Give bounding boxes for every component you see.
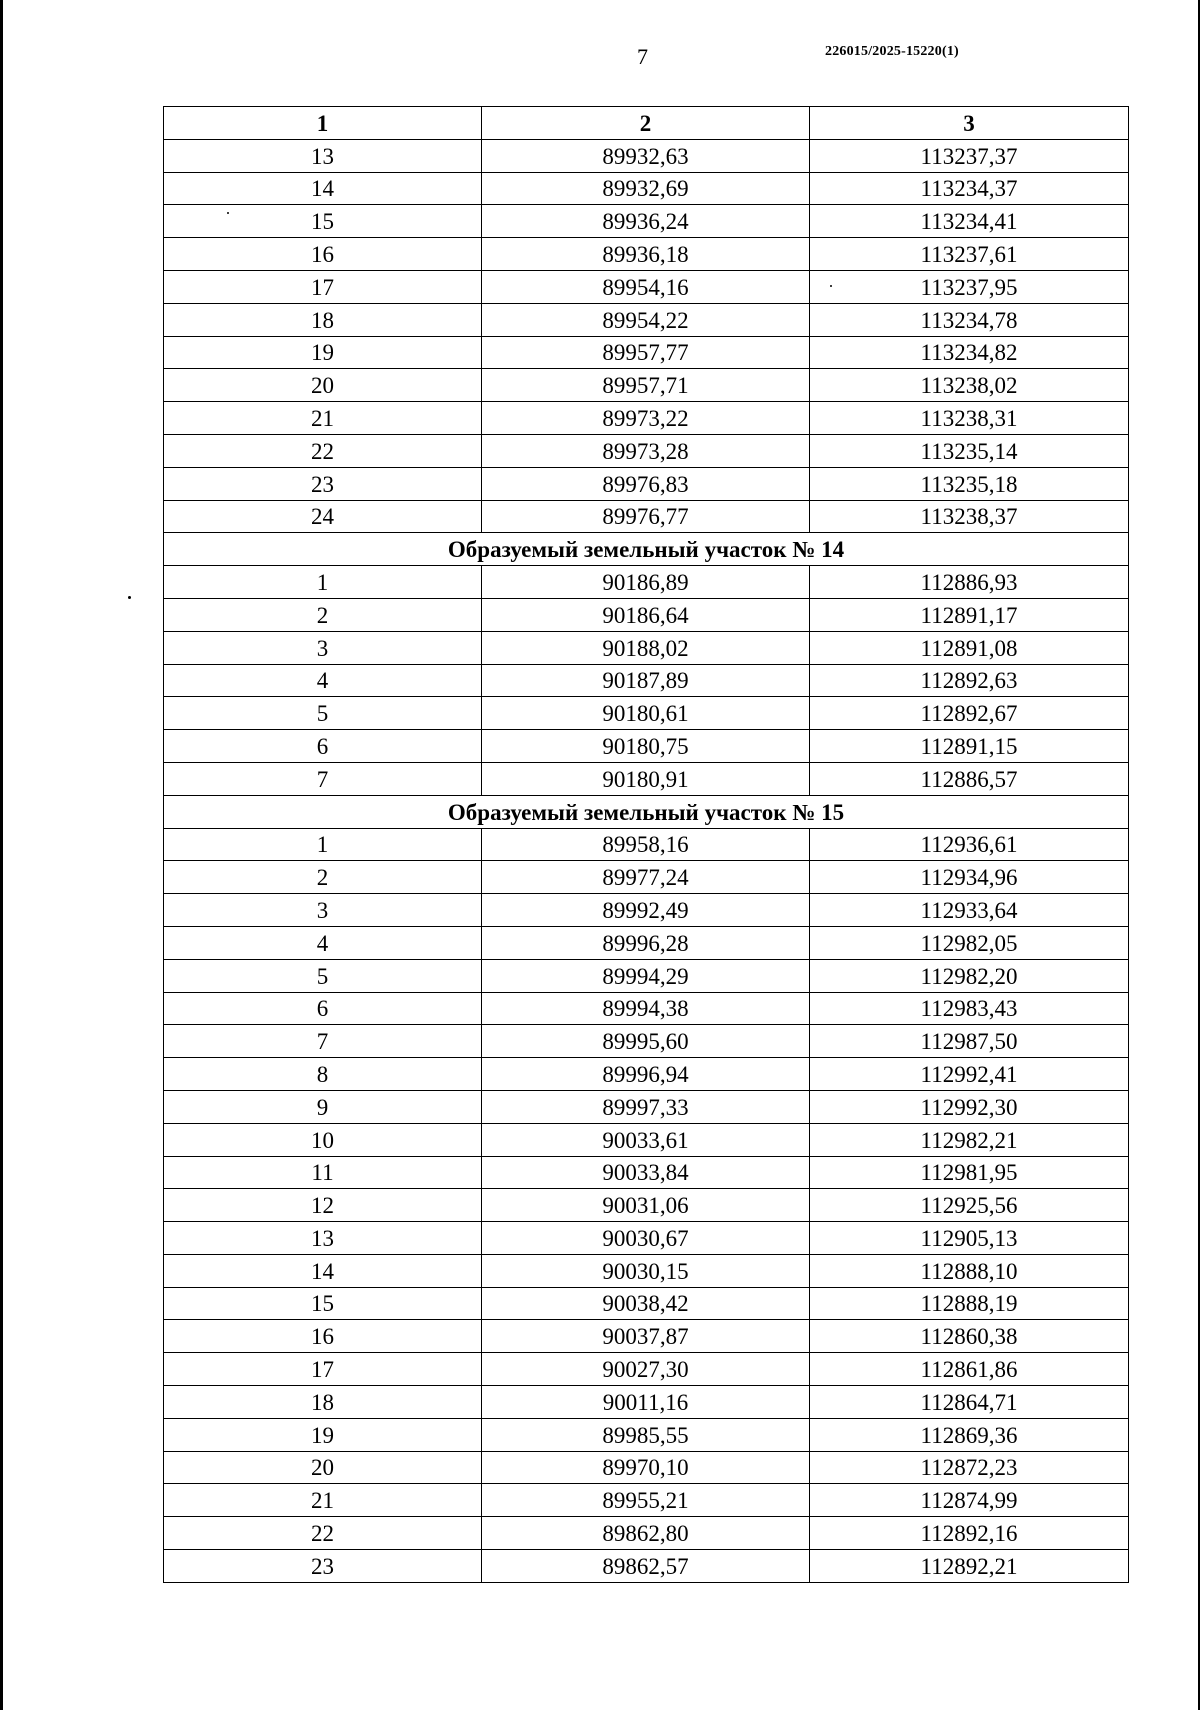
x-coordinate-cell: 90011,16: [482, 1386, 810, 1419]
point-number-cell: 15: [164, 205, 482, 238]
x-coordinate-cell: 90187,89: [482, 664, 810, 697]
column-header: 1: [164, 107, 482, 140]
x-coordinate-cell: 90186,89: [482, 566, 810, 599]
point-number-cell: 5: [164, 959, 482, 992]
y-coordinate-cell: 113237,37: [810, 139, 1129, 172]
point-number-cell: 23: [164, 1550, 482, 1583]
table-row: [164, 1189, 1129, 1222]
x-coordinate-cell: 89977,24: [482, 861, 810, 894]
point-number-cell: 1: [164, 828, 482, 861]
y-coordinate-cell: 113234,37: [810, 172, 1129, 205]
point-number-cell: 21: [164, 402, 482, 435]
x-coordinate-cell: 89955,21: [482, 1484, 810, 1517]
x-coordinate-cell: 89970,10: [482, 1451, 810, 1484]
y-coordinate-cell: 112936,61: [810, 828, 1129, 861]
point-number-cell: 7: [164, 762, 482, 795]
point-number-cell: 13: [164, 1222, 482, 1255]
x-coordinate-cell: 89994,29: [482, 959, 810, 992]
point-number-cell: 19: [164, 336, 482, 369]
table-row: [164, 697, 1129, 730]
point-number-cell: 15: [164, 1287, 482, 1320]
y-coordinate-cell: 112892,21: [810, 1550, 1129, 1583]
x-coordinate-cell: 89862,80: [482, 1517, 810, 1550]
table-row: [164, 467, 1129, 500]
y-coordinate-cell: 113235,14: [810, 434, 1129, 467]
x-coordinate-cell: 90031,06: [482, 1189, 810, 1222]
document-reference: 226015/2025-15220(1): [825, 44, 959, 59]
x-coordinate-cell: 89932,69: [482, 172, 810, 205]
x-coordinate-cell: 89973,28: [482, 434, 810, 467]
x-coordinate-cell: 89976,83: [482, 467, 810, 500]
table-row: [164, 1058, 1129, 1091]
y-coordinate-cell: 112892,67: [810, 697, 1129, 730]
y-coordinate-cell: 112861,86: [810, 1353, 1129, 1386]
table-row: [164, 566, 1129, 599]
point-number-cell: 6: [164, 730, 482, 763]
point-number-cell: 2: [164, 861, 482, 894]
table-row: [164, 205, 1129, 238]
y-coordinate-cell: 112992,41: [810, 1058, 1129, 1091]
point-number-cell: 18: [164, 1386, 482, 1419]
point-number-cell: 5: [164, 697, 482, 730]
point-number-cell: 14: [164, 172, 482, 205]
point-number-cell: 19: [164, 1418, 482, 1451]
y-coordinate-cell: 112891,08: [810, 631, 1129, 664]
y-coordinate-cell: 112864,71: [810, 1386, 1129, 1419]
point-number-cell: 20: [164, 369, 482, 402]
column-header: 2: [482, 107, 810, 140]
x-coordinate-cell: 90188,02: [482, 631, 810, 664]
x-coordinate-cell: 90030,15: [482, 1254, 810, 1287]
table-row: [164, 1090, 1129, 1123]
x-coordinate-cell: 90030,67: [482, 1222, 810, 1255]
table-row: [164, 1156, 1129, 1189]
point-number-cell: 22: [164, 1517, 482, 1550]
y-coordinate-cell: 112983,43: [810, 992, 1129, 1025]
y-coordinate-cell: 112888,10: [810, 1254, 1129, 1287]
scan-speck: [128, 596, 131, 599]
point-number-cell: 17: [164, 1353, 482, 1386]
x-coordinate-cell: 90027,30: [482, 1353, 810, 1386]
y-coordinate-cell: 112869,36: [810, 1418, 1129, 1451]
section-row: [164, 533, 1129, 566]
x-coordinate-cell: 89995,60: [482, 1025, 810, 1058]
x-coordinate-cell: 90033,61: [482, 1123, 810, 1156]
point-number-cell: 20: [164, 1451, 482, 1484]
table-row: [164, 598, 1129, 631]
x-coordinate-cell: 90186,64: [482, 598, 810, 631]
table-row: [164, 369, 1129, 402]
point-number-cell: 17: [164, 270, 482, 303]
x-coordinate-cell: 89957,77: [482, 336, 810, 369]
point-number-cell: 22: [164, 434, 482, 467]
point-number-cell: 10: [164, 1123, 482, 1156]
x-coordinate-cell: 90180,61: [482, 697, 810, 730]
table-row: [164, 270, 1129, 303]
point-number-cell: 13: [164, 139, 482, 172]
point-number-cell: 16: [164, 1320, 482, 1353]
point-number-cell: 23: [164, 467, 482, 500]
y-coordinate-cell: 112982,20: [810, 959, 1129, 992]
point-number-cell: 3: [164, 894, 482, 927]
point-number-cell: 24: [164, 500, 482, 533]
point-number-cell: 2: [164, 598, 482, 631]
x-coordinate-cell: 90033,84: [482, 1156, 810, 1189]
point-number-cell: 11: [164, 1156, 482, 1189]
x-coordinate-cell: 89932,63: [482, 139, 810, 172]
point-number-cell: 12: [164, 1189, 482, 1222]
y-coordinate-cell: 113238,31: [810, 402, 1129, 435]
table-row: [164, 1254, 1129, 1287]
table-row: [164, 762, 1129, 795]
table-row: [164, 1123, 1129, 1156]
point-number-cell: 9: [164, 1090, 482, 1123]
table-row: [164, 1418, 1129, 1451]
table-row: [164, 238, 1129, 271]
x-coordinate-cell: 89985,55: [482, 1418, 810, 1451]
y-coordinate-cell: 113235,18: [810, 467, 1129, 500]
table-row: [164, 1517, 1129, 1550]
table-row: [164, 959, 1129, 992]
table-row: [164, 1386, 1129, 1419]
table-row: [164, 1484, 1129, 1517]
y-coordinate-cell: 112886,57: [810, 762, 1129, 795]
table-row: [164, 1451, 1129, 1484]
y-coordinate-cell: 112992,30: [810, 1090, 1129, 1123]
point-number-cell: 16: [164, 238, 482, 271]
y-coordinate-cell: 112892,16: [810, 1517, 1129, 1550]
table-row: [164, 861, 1129, 894]
x-coordinate-cell: 89862,57: [482, 1550, 810, 1583]
x-coordinate-cell: 89954,22: [482, 303, 810, 336]
x-coordinate-cell: 90037,87: [482, 1320, 810, 1353]
x-coordinate-cell: 89976,77: [482, 500, 810, 533]
table-row: [164, 1550, 1129, 1583]
x-coordinate-cell: 90180,91: [482, 762, 810, 795]
table-row: [164, 1025, 1129, 1058]
x-coordinate-cell: 89936,24: [482, 205, 810, 238]
x-coordinate-cell: 89973,22: [482, 402, 810, 435]
table-row: [164, 730, 1129, 763]
x-coordinate-cell: 89996,28: [482, 926, 810, 959]
point-number-cell: 21: [164, 1484, 482, 1517]
x-coordinate-cell: 89958,16: [482, 828, 810, 861]
table-row: [164, 500, 1129, 533]
point-number-cell: 6: [164, 992, 482, 1025]
x-coordinate-cell: 89992,49: [482, 894, 810, 927]
x-coordinate-cell: 90038,42: [482, 1287, 810, 1320]
y-coordinate-cell: 113237,95: [810, 270, 1129, 303]
table-row: [164, 336, 1129, 369]
y-coordinate-cell: 112982,05: [810, 926, 1129, 959]
table-row: [164, 992, 1129, 1025]
y-coordinate-cell: 112886,93: [810, 566, 1129, 599]
y-coordinate-cell: 112892,63: [810, 664, 1129, 697]
y-coordinate-cell: 112874,99: [810, 1484, 1129, 1517]
column-header: 3: [810, 107, 1129, 140]
y-coordinate-cell: 112925,56: [810, 1189, 1129, 1222]
y-coordinate-cell: 112934,96: [810, 861, 1129, 894]
coordinates-table: [163, 106, 1129, 1583]
section-title: Образуемый земельный участок № 15: [164, 795, 1129, 828]
point-number-cell: 4: [164, 926, 482, 959]
table-row: [164, 402, 1129, 435]
table-row: [164, 1287, 1129, 1320]
x-coordinate-cell: 89994,38: [482, 992, 810, 1025]
table-row: [164, 894, 1129, 927]
y-coordinate-cell: 113238,37: [810, 500, 1129, 533]
table-row: [164, 1353, 1129, 1386]
point-number-cell: 4: [164, 664, 482, 697]
table-row: [164, 664, 1129, 697]
x-coordinate-cell: 89996,94: [482, 1058, 810, 1091]
y-coordinate-cell: 112987,50: [810, 1025, 1129, 1058]
table-body: [164, 139, 1129, 1582]
table-row: [164, 828, 1129, 861]
y-coordinate-cell: 112888,19: [810, 1287, 1129, 1320]
y-coordinate-cell: 112872,23: [810, 1451, 1129, 1484]
y-coordinate-cell: 112905,13: [810, 1222, 1129, 1255]
page-number: 7: [637, 44, 648, 69]
y-coordinate-cell: 112891,15: [810, 730, 1129, 763]
table-row: [164, 303, 1129, 336]
table-row: [164, 631, 1129, 664]
y-coordinate-cell: 112933,64: [810, 894, 1129, 927]
x-coordinate-cell: 89954,16: [482, 270, 810, 303]
section-title: Образуемый земельный участок № 14: [164, 533, 1129, 566]
y-coordinate-cell: 113238,02: [810, 369, 1129, 402]
point-number-cell: 14: [164, 1254, 482, 1287]
y-coordinate-cell: 112891,17: [810, 598, 1129, 631]
y-coordinate-cell: 112860,38: [810, 1320, 1129, 1353]
scan-left-edge: [0, 0, 3, 1710]
y-coordinate-cell: 112982,21: [810, 1123, 1129, 1156]
table-row: [164, 1320, 1129, 1353]
point-number-cell: 7: [164, 1025, 482, 1058]
table-row: [164, 139, 1129, 172]
table-row: [164, 172, 1129, 205]
point-number-cell: 8: [164, 1058, 482, 1091]
y-coordinate-cell: 112981,95: [810, 1156, 1129, 1189]
x-coordinate-cell: 89936,18: [482, 238, 810, 271]
y-coordinate-cell: 113237,61: [810, 238, 1129, 271]
table-row: [164, 434, 1129, 467]
table-row: [164, 1222, 1129, 1255]
y-coordinate-cell: 113234,41: [810, 205, 1129, 238]
x-coordinate-cell: 89957,71: [482, 369, 810, 402]
y-coordinate-cell: 113234,78: [810, 303, 1129, 336]
table-header-row: [164, 107, 1129, 140]
point-number-cell: 3: [164, 631, 482, 664]
x-coordinate-cell: 89997,33: [482, 1090, 810, 1123]
point-number-cell: 1: [164, 566, 482, 599]
x-coordinate-cell: 90180,75: [482, 730, 810, 763]
y-coordinate-cell: 113234,82: [810, 336, 1129, 369]
point-number-cell: 18: [164, 303, 482, 336]
table-row: [164, 926, 1129, 959]
section-row: [164, 795, 1129, 828]
